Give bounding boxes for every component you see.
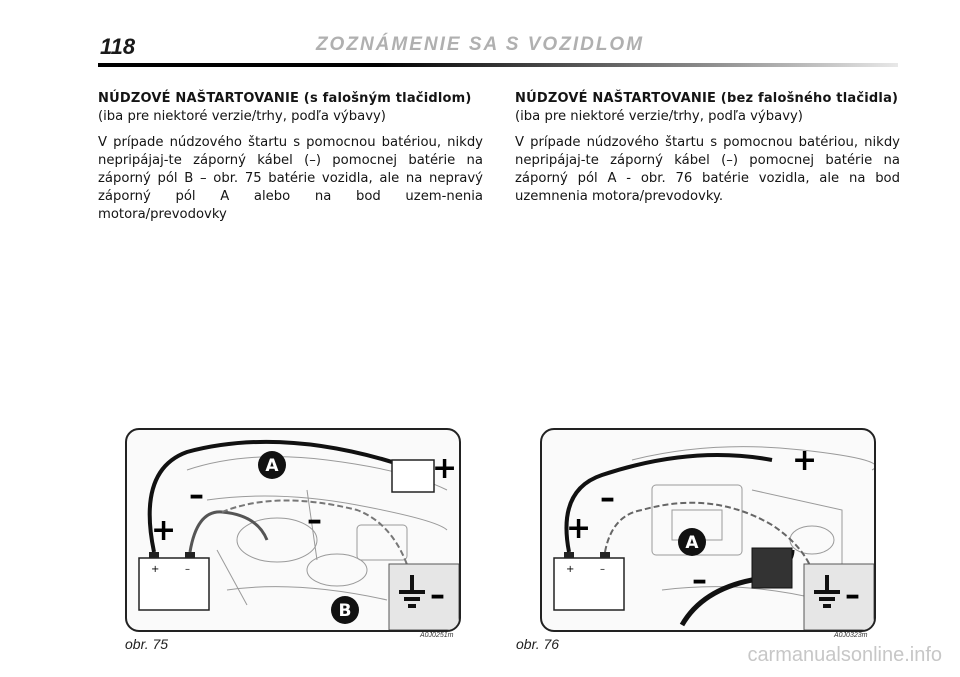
svg-text:–: – xyxy=(600,564,605,575)
page-number: 118 xyxy=(100,34,136,59)
ground-icon xyxy=(389,564,459,630)
page-header-title: ZOZNÁMENIE SA S VOZIDLOM xyxy=(315,34,645,55)
minus-sign-battery: – xyxy=(600,481,615,516)
header-divider xyxy=(98,63,898,67)
plus-sign-battery: + xyxy=(151,513,177,548)
vehicle-battery xyxy=(392,460,434,492)
watermark: carmanualsonline.info xyxy=(747,644,942,666)
minus-sign-battery: – xyxy=(189,478,204,513)
right-section-subtitle: (iba pre niektoré verzie/trhy, podľa výbavy) xyxy=(515,109,803,124)
negative-cable xyxy=(190,512,267,552)
left-section-title: NÚDZOVÉ NAŠTARTOVANIE (s falošným tlačidlom) xyxy=(98,91,472,106)
figure-75-code: A0J0251m xyxy=(420,632,454,639)
left-section-body: V prípade núdzového štartu s pomocnou batériou, nikdy nepripájaj-te záporný kábel (–) pomocnej batérie na záporný pól B – obr. 75 batérie vozidla, ale na nepravý záporný pól A alebo na bod uzem-nenia motora/prevodovky xyxy=(98,135,483,222)
minus-sign-ground: – xyxy=(845,578,860,613)
label-a: A xyxy=(265,456,279,476)
right-section-title: NÚDZOVÉ NAŠTARTOVANIE (bez falošného tlačidla) xyxy=(515,91,899,106)
left-section-subtitle: (iba pre niektoré verzie/trhy, podľa výbavy) xyxy=(98,109,386,124)
plus-sign-vehicle: + xyxy=(792,443,818,478)
helper-battery xyxy=(139,552,209,610)
figure-76-caption: obr. 76 xyxy=(516,636,560,652)
figure-76-drawing xyxy=(542,430,874,630)
left-section xyxy=(98,90,483,224)
svg-text:+: + xyxy=(566,564,575,575)
helper-battery xyxy=(554,552,624,610)
label-b: B xyxy=(338,601,352,621)
right-section-body: V prípade núdzového štartu s pomocnou batériou, nikdy nepripájaj-te záporný kábel (–) pomocnej batérie na záporný pól A - obr. 76 batérie vozidla, ale na bod uzemnenia motora/prevodovky. xyxy=(515,135,900,204)
minus-sign-vehicle: – xyxy=(307,503,322,538)
right-section xyxy=(515,90,900,206)
plus-sign-vehicle: + xyxy=(432,451,458,486)
positive-cable xyxy=(566,455,772,552)
plus-sign-battery: + xyxy=(566,511,592,546)
svg-text:+: + xyxy=(151,564,160,575)
minus-sign-ground: – xyxy=(430,578,445,613)
figure-75-drawing xyxy=(127,430,459,630)
figure-75-caption: obr. 75 xyxy=(125,636,169,652)
battery-terminal xyxy=(752,548,792,588)
ground-icon xyxy=(804,564,874,630)
figure-76-illustration xyxy=(540,428,876,632)
figure-76-code: A0J0323m xyxy=(834,632,868,639)
minus-sign-vehicle: – xyxy=(692,563,707,598)
figure-75-illustration xyxy=(125,428,461,632)
svg-text:–: – xyxy=(185,564,190,575)
label-a: A xyxy=(685,533,699,553)
